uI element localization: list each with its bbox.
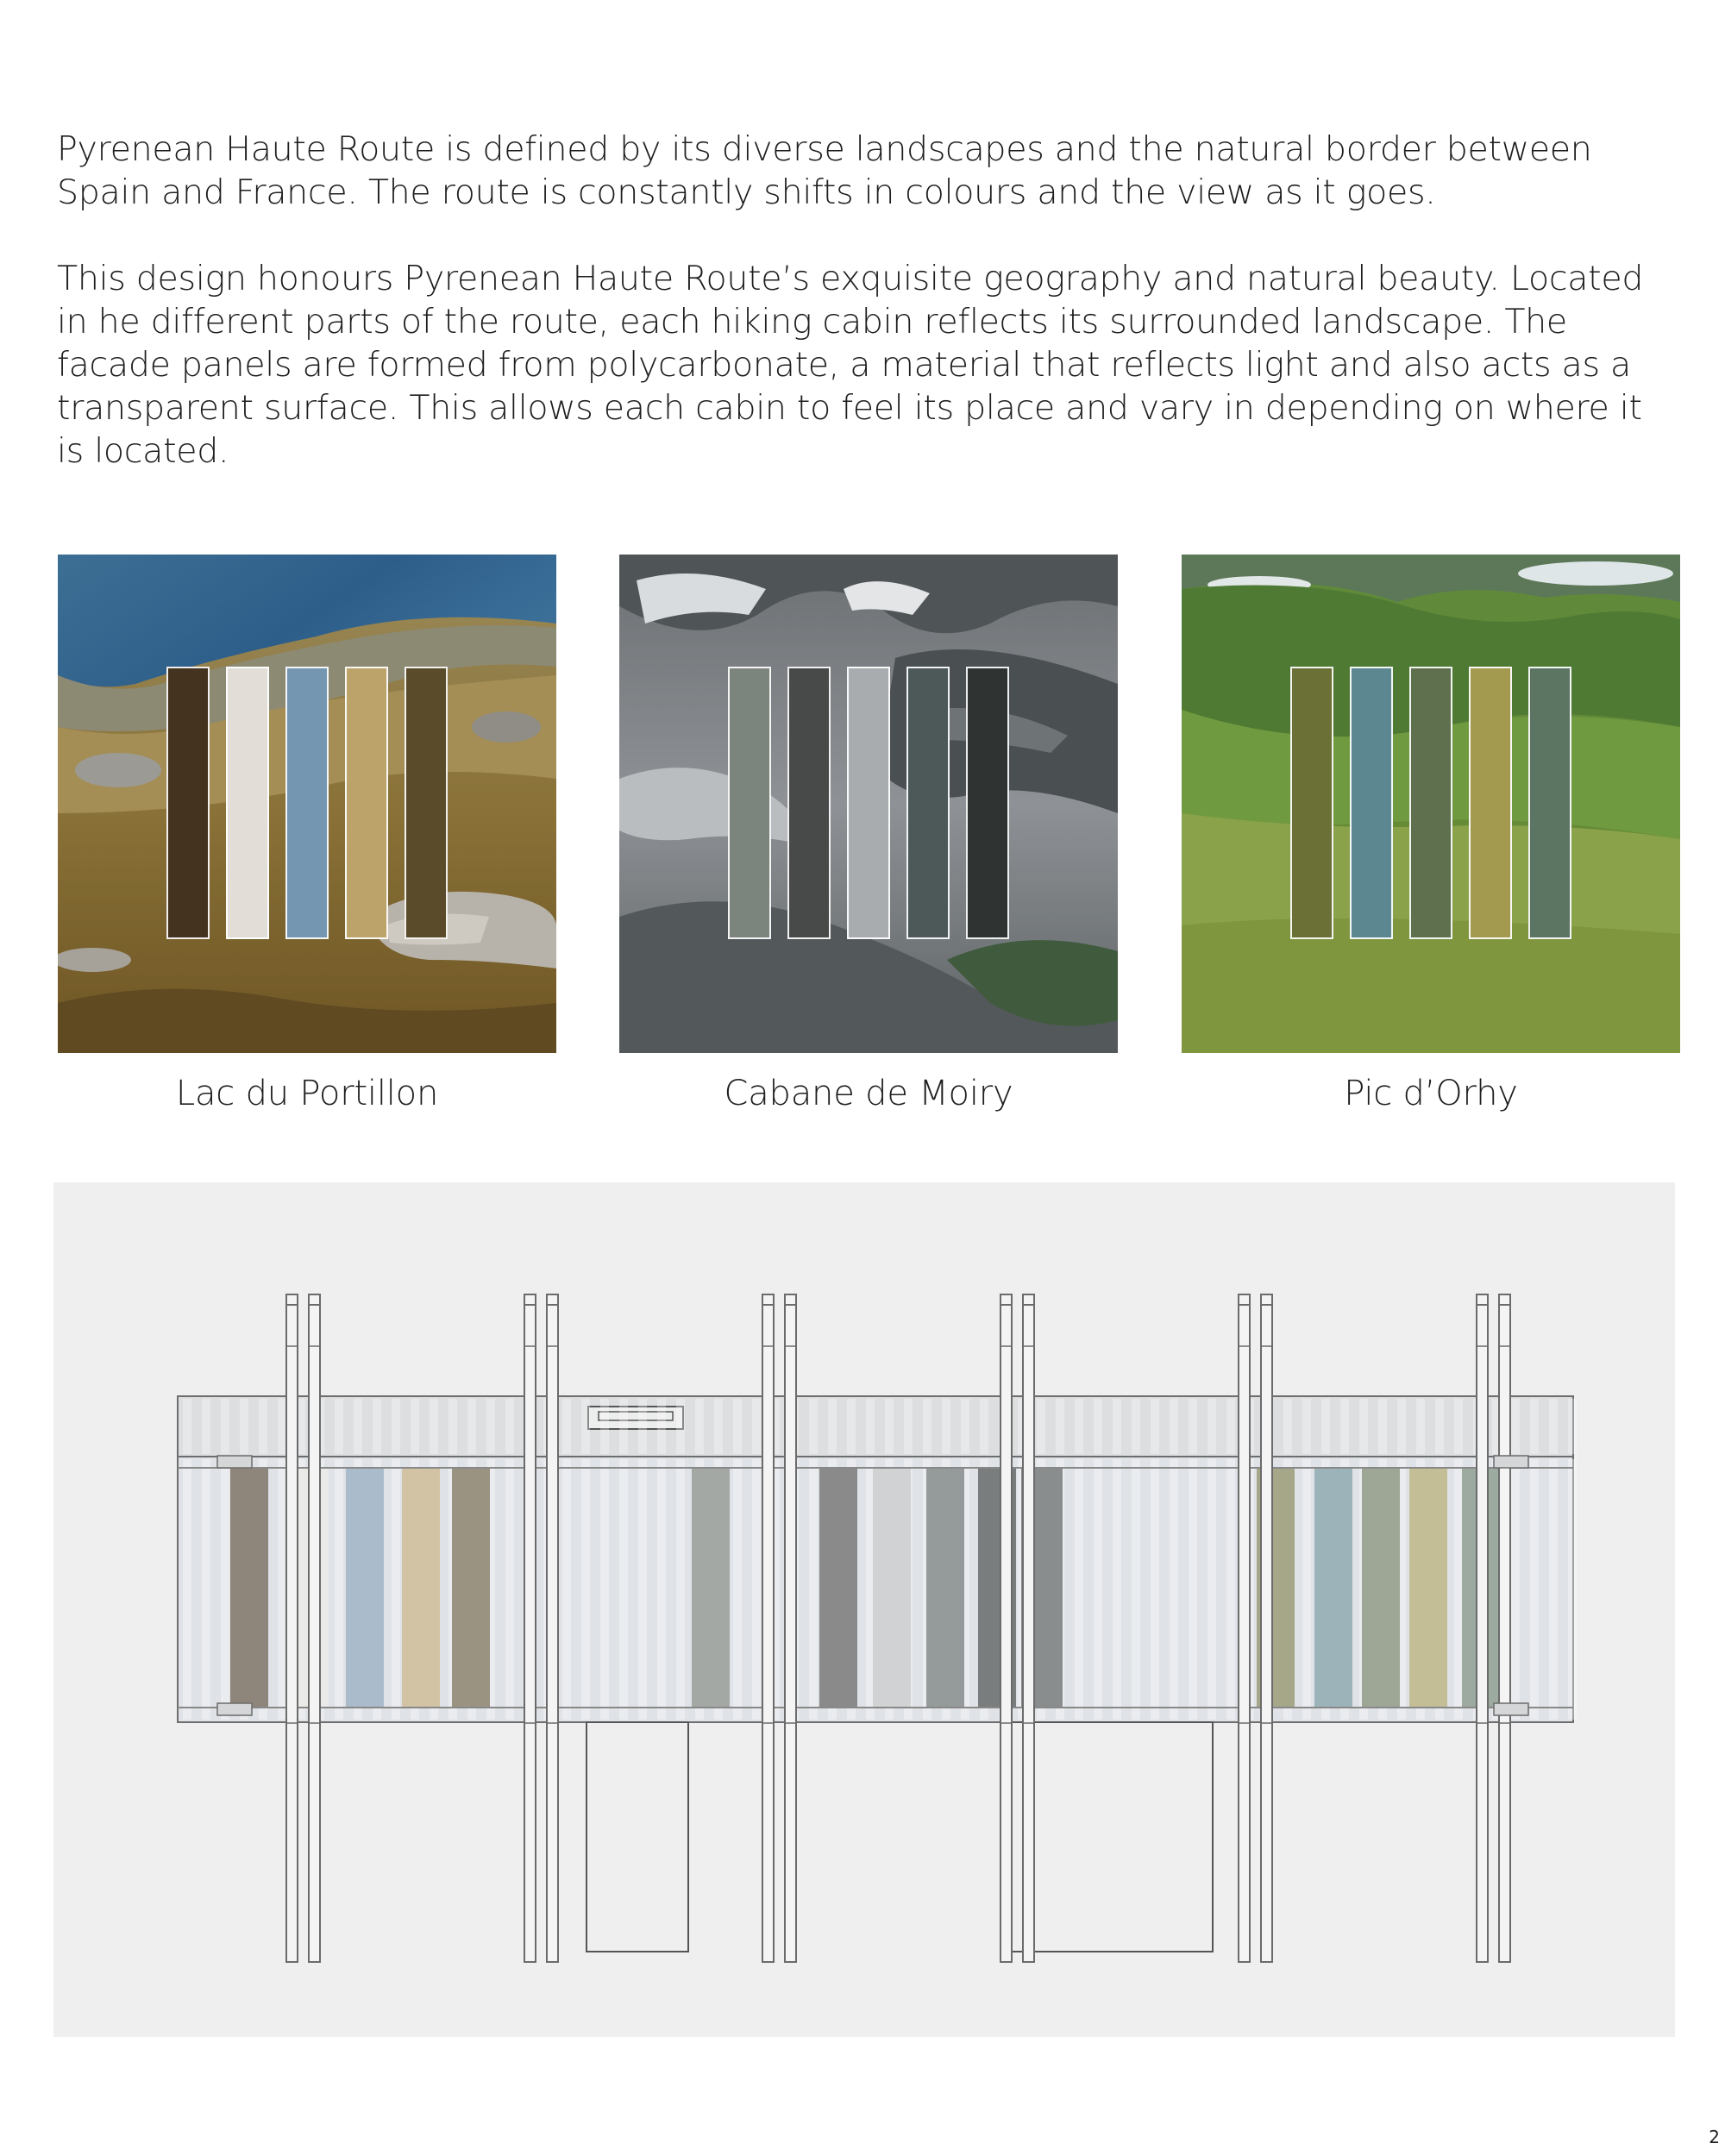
frame-post (1499, 1294, 1510, 1962)
intro-text (57, 128, 1678, 516)
polycarbonate-rib (1302, 1459, 1311, 1720)
color-swatch (1409, 667, 1452, 939)
roof-rib (335, 1399, 343, 1454)
color-swatch (1350, 667, 1393, 939)
roof-rib (411, 1399, 419, 1454)
color-swatches (728, 667, 1009, 939)
roof-rib (1568, 1399, 1577, 1454)
facade-color-panel (873, 1468, 911, 1708)
polycarbonate-rib (1549, 1459, 1558, 1720)
roof-rib (1359, 1399, 1368, 1454)
caption-lac-du-portillon: Lac du Portillon (175, 1074, 439, 1113)
color-swatch (345, 667, 388, 939)
roof-rib (1113, 1399, 1121, 1454)
frame-post (1239, 1294, 1250, 1962)
frame-post (547, 1294, 558, 1962)
roof-rib (695, 1399, 704, 1454)
roof-rib (980, 1399, 988, 1454)
color-swatch (787, 667, 831, 939)
polycarbonate-rib (619, 1459, 628, 1720)
roof-rib (1075, 1399, 1083, 1454)
frame-post (286, 1294, 298, 1962)
cabin-elevation-svg (53, 1182, 1675, 2037)
roof-rib (1037, 1399, 1045, 1454)
roof-rib (1189, 1399, 1197, 1454)
roof-rib (1340, 1399, 1349, 1454)
roof-rib (1283, 1399, 1292, 1454)
frame-bracket (1494, 1456, 1528, 1468)
polycarbonate-rib (1151, 1459, 1159, 1720)
color-swatch (728, 667, 771, 939)
roof-rib (657, 1399, 666, 1454)
frame-bracket (217, 1456, 252, 1468)
facade-color-panel (346, 1468, 384, 1708)
frame-post (1023, 1294, 1034, 1962)
roof-rib (885, 1399, 894, 1454)
polycarbonate-rib (562, 1459, 571, 1720)
roof-rib (1132, 1399, 1140, 1454)
polycarbonate-rib (676, 1459, 685, 1720)
polycarbonate-rib (1075, 1459, 1083, 1720)
color-swatch (966, 667, 1009, 939)
roof-rib (1435, 1399, 1444, 1454)
color-swatches (166, 667, 448, 939)
roof-rib (619, 1399, 628, 1454)
roof-rib (847, 1399, 856, 1454)
roof-rib (448, 1399, 457, 1454)
facade-color-panel (1314, 1468, 1352, 1708)
color-swatches (1290, 667, 1571, 939)
palette-photo-pic-d-orhy (1182, 555, 1680, 1053)
frame-post (1477, 1294, 1488, 1962)
roof-rib (600, 1399, 609, 1454)
roof-rib (1226, 1399, 1235, 1454)
color-swatch (1528, 667, 1571, 939)
facade-color-panel (819, 1468, 857, 1708)
roof-rib (392, 1399, 400, 1454)
roof-rib (638, 1399, 647, 1454)
color-swatch (285, 667, 329, 939)
roof-rib (221, 1399, 229, 1454)
roof-rib (1208, 1399, 1216, 1454)
polycarbonate-rib (1568, 1459, 1577, 1720)
frame-bracket (1494, 1703, 1528, 1715)
roof-rib (259, 1399, 267, 1454)
roof-rib (581, 1399, 590, 1454)
caption-pic-d-orhy: Pic d’Orhy (1344, 1074, 1518, 1113)
color-swatch (166, 667, 210, 939)
roof-rib (1321, 1399, 1330, 1454)
color-swatch (847, 667, 890, 939)
roof-rib (714, 1399, 723, 1454)
roof-rib (1302, 1399, 1311, 1454)
roof-rib (1056, 1399, 1064, 1454)
roof-rib (961, 1399, 969, 1454)
roof-rib (1416, 1399, 1425, 1454)
polycarbonate-rib (638, 1459, 647, 1720)
caption-cabane-de-moiry: Cabane de Moiry (724, 1074, 1013, 1113)
polycarbonate-rib (1189, 1459, 1197, 1720)
roof-rib (809, 1399, 818, 1454)
roof-rib (373, 1399, 381, 1454)
intro-paragraph-1: Pyrenean Haute Route is defined by its diverse landscapes and the natural border between Spain and France. The route is constantly shifts in colours and the view as it goes. (57, 129, 1592, 212)
frame-post (785, 1294, 796, 1962)
frame-post (762, 1294, 774, 1962)
facade-color-panel (402, 1468, 440, 1708)
roof-rib (1378, 1399, 1387, 1454)
intro-paragraph-2: This design honours Pyrenean Haute Route’s exquisite geography and natural beauty. Located in he different parts of the route, each hiking cabin reflects its surrounded landscape. The facade panels are formed from polycarbonate, a material that reflects light and also acts as a transparent surface. This allows each cabin to feel its place and vary in depending on where it is located. (57, 259, 1644, 471)
roof-rib (676, 1399, 685, 1454)
roof-rib (183, 1399, 191, 1454)
polycarbonate-rib (221, 1459, 229, 1720)
roof-rib (752, 1399, 761, 1454)
facade-color-panel (452, 1468, 490, 1708)
polycarbonate-rib (581, 1459, 590, 1720)
polycarbonate-rib (733, 1459, 742, 1720)
roof-rib (505, 1399, 514, 1454)
polycarbonate-rib (657, 1459, 666, 1720)
polycarbonate-rib (392, 1459, 400, 1720)
polycarbonate-rib (1511, 1459, 1520, 1720)
roof-rib (904, 1399, 913, 1454)
color-swatch (906, 667, 950, 939)
roof-rib (923, 1399, 932, 1454)
frame-post (524, 1294, 536, 1962)
roof-rib (866, 1399, 875, 1454)
facade-color-panel (1409, 1468, 1447, 1708)
polycarbonate-rib (505, 1459, 514, 1720)
polycarbonate-rib (1226, 1459, 1235, 1720)
polycarbonate-rib (1132, 1459, 1140, 1720)
color-swatch (1469, 667, 1512, 939)
facade-color-panel (692, 1468, 730, 1708)
facade-color-panel (230, 1468, 268, 1708)
roof-rib (1530, 1399, 1539, 1454)
color-swatch (226, 667, 269, 939)
color-swatch (405, 667, 448, 939)
frame-post (1261, 1294, 1272, 1962)
frame-bracket (217, 1703, 252, 1715)
palette-photo-cabane-de-moiry (619, 555, 1118, 1053)
roof-rib (1151, 1399, 1159, 1454)
polycarbonate-rib (809, 1459, 818, 1720)
polycarbonate-rib (183, 1459, 191, 1720)
roof-rib (1549, 1399, 1558, 1454)
polycarbonate-rib (1454, 1459, 1463, 1720)
frame-post (309, 1294, 320, 1962)
roof-rib (486, 1399, 495, 1454)
roof-rib (733, 1399, 742, 1454)
polycarbonate-rib (335, 1459, 343, 1720)
facade-color-panel (926, 1468, 964, 1708)
roof-rib (828, 1399, 837, 1454)
roof-rib (1454, 1399, 1463, 1454)
roof-rib (278, 1399, 286, 1454)
roof-rib (467, 1399, 476, 1454)
roof-rib (354, 1399, 362, 1454)
polycarbonate-rib (1208, 1459, 1216, 1720)
roof-rib (202, 1399, 210, 1454)
polycarbonate-rib (1170, 1459, 1178, 1720)
polycarbonate-rib (202, 1459, 210, 1720)
roof-rib (1094, 1399, 1102, 1454)
roof-rib (1511, 1399, 1520, 1454)
roof-rib (1397, 1399, 1406, 1454)
polycarbonate-rib (1094, 1459, 1102, 1720)
polycarbonate-rib (278, 1459, 286, 1720)
polycarbonate-rib (600, 1459, 609, 1720)
polycarbonate-rib (1113, 1459, 1121, 1720)
color-swatch (1290, 667, 1333, 939)
page-number: 2 (1709, 2127, 1720, 2147)
roof-rib (240, 1399, 248, 1454)
roof-rib (1170, 1399, 1178, 1454)
polycarbonate-rib (1530, 1459, 1539, 1720)
roof-rib (942, 1399, 950, 1454)
roof-rib (430, 1399, 438, 1454)
palette-photo-lac-du-portillon (58, 555, 556, 1053)
cabin-elevation-drawing (53, 1182, 1675, 2037)
polycarbonate-rib (752, 1459, 761, 1720)
facade-color-panel (1362, 1468, 1400, 1708)
frame-post (1000, 1294, 1012, 1962)
roof-rib (562, 1399, 571, 1454)
